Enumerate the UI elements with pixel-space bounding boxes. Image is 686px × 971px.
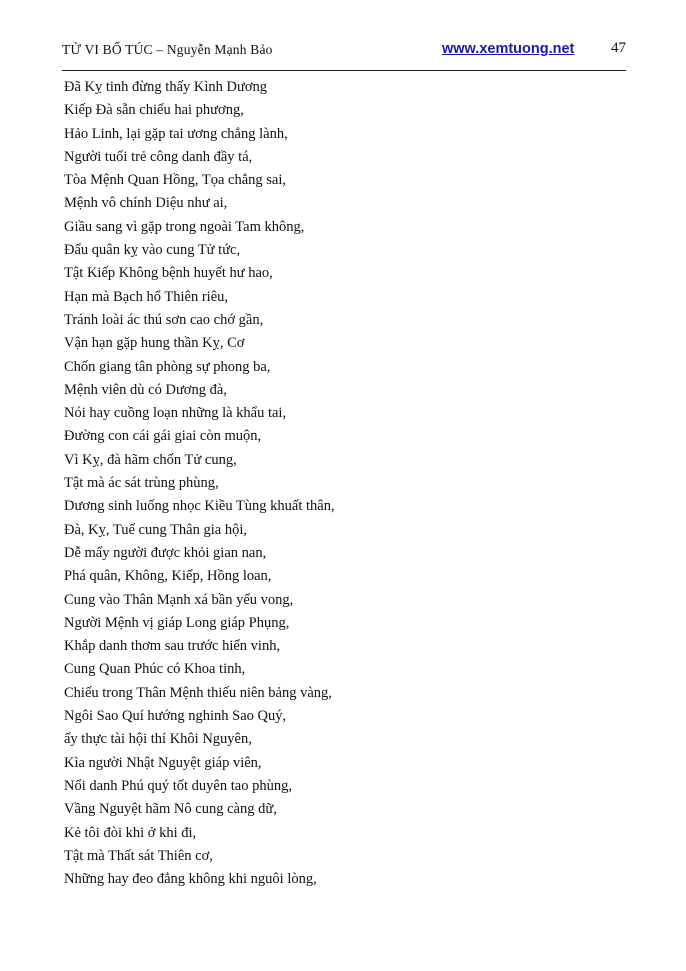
website-link[interactable]: www.xemtuong.net xyxy=(442,41,575,57)
page-header xyxy=(62,40,626,62)
poem-line: Tật mà ác sát trùng phùng, xyxy=(64,475,219,492)
poem-line: Tránh loài ác thú sơn cao chớ gần, xyxy=(64,311,264,328)
poem-line: Khắp danh thơm sau trước hiển vinh, xyxy=(64,638,281,655)
poem-line: Người tuổi trẻ công danh đầy tá, xyxy=(64,148,253,165)
poem-line: Vận hạn gặp hung thần Kỵ, Cơ xyxy=(64,335,245,352)
poem-body xyxy=(64,76,335,891)
poem-line: Nói hay cuồng loạn những là khẩu tai, xyxy=(64,405,287,422)
poem-line: Ngôi Sao Quí hướng nghinh Sao Quý, xyxy=(64,708,287,725)
poem-line: Nổi danh Phú quý tốt duyên tao phùng, xyxy=(64,777,292,794)
poem-line: Đường con cái gái giai còn muộn, xyxy=(64,428,262,445)
poem-line: Dễ mấy người được khỏi gian nan, xyxy=(64,544,267,561)
poem-line: Mệnh viên dù có Dương đà, xyxy=(64,381,227,398)
poem-line: Phá quân, Không, Kiếp, Hồng loan, xyxy=(64,568,272,585)
poem-line: Kiếp Đà sẵn chiếu hai phương, xyxy=(64,102,244,119)
poem-line: Hạn mà Bạch hổ Thiên riêu, xyxy=(64,288,229,305)
poem-line: Đẩu quân kỵ vào cung Tử tức, xyxy=(64,242,241,259)
poem-line: Đà, Kỵ, Tuế cung Thân gia hội, xyxy=(64,521,247,538)
poem-line: Những hay đeo đẳng không khi nguôi lòng, xyxy=(64,871,317,888)
poem-line: Đã Kỵ tinh đừng thấy Kình Dương xyxy=(64,79,268,95)
poem-line: Tật mà Thất sát Thiên cơ, xyxy=(64,847,213,864)
page-number: 47 xyxy=(611,40,626,56)
book-title: TỬ VI BỔ TÚC – Nguyễn Mạnh Bảo xyxy=(62,42,273,57)
poem-line: Cung vào Thân Mạnh xá bần yểu vong, xyxy=(64,591,294,608)
poem-line: Cung Quan Phúc có Khoa tinh, xyxy=(64,661,246,678)
poem-line: Mệnh vô chính Diệu như ai, xyxy=(64,195,228,212)
poem-line: ấy thực tài hội thí Khôi Nguyên, xyxy=(64,731,252,748)
poem-line: Chốn giang tân phòng sự phong ba, xyxy=(64,358,271,375)
poem-line: Vì Kỵ, đà hãm chốn Tử cung, xyxy=(64,451,237,468)
poem-line: Người Mệnh vị giáp Long giáp Phụng, xyxy=(64,614,290,631)
poem-line: Chiếu trong Thân Mệnh thiếu niên bảng vàng, xyxy=(64,684,332,701)
poem-line: Giầu sang vì gặp trong ngoài Tam không, xyxy=(64,218,305,235)
poem-line: Hảo Linh, lại gặp tai ương chẳng lành, xyxy=(64,125,288,142)
poem-line: Tật Kiếp Không bệnh huyết hư hao, xyxy=(64,265,273,282)
poem-line: Tòa Mệnh Quan Hồng, Tọa chẳng sai, xyxy=(64,172,287,189)
poem-line: Kìa người Nhật Nguyệt giáp viên, xyxy=(64,754,262,771)
poem-line: Dương sinh luống nhọc Kiều Tùng khuất thân, xyxy=(64,498,335,515)
poem-line: Vầng Nguyệt hãm Nô cung càng dữ, xyxy=(64,801,277,818)
header-divider xyxy=(62,70,626,71)
poem-line: Kẻ tôi đòi khi ở khi đi, xyxy=(64,824,197,841)
